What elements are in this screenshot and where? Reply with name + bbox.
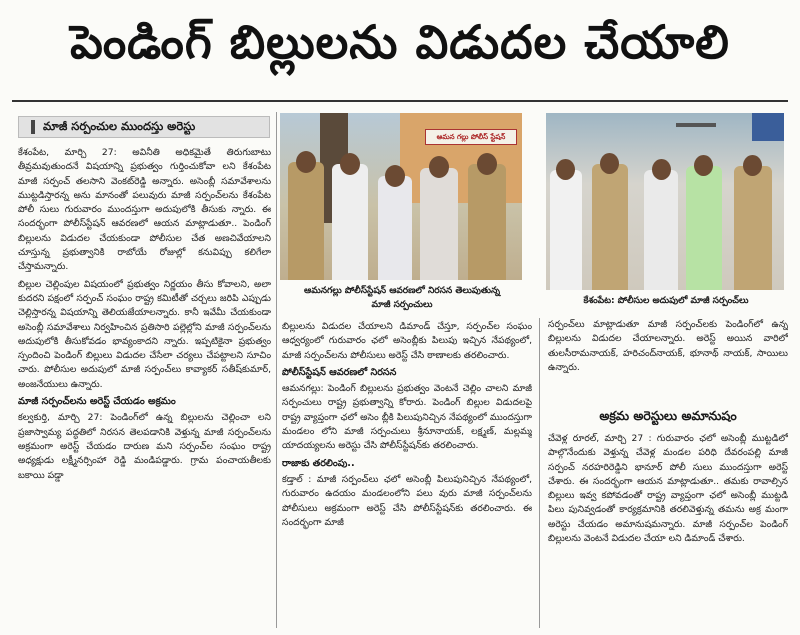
col1-heading-2: మాజీ సర్పంచ్‌లను అరెస్ట్ చేయడం అక్రమం [18, 396, 176, 408]
col1-paragraph-3: కల్వకుర్తి, మార్చి 27: పెండింగ్‌లో ఉన్న బిల్లులను చెల్లించా లని ప్రజాస్వామ్య పద్ధతిలో నిరసన తెలపడానికి వెళ్తున్న మాజీ సర్పంచ్‌లను అక్రమంగా అరెస్ట్ చేయడం దారుణ మని సర్పంచ్‌ల సంఘం రాష్ట్ర అధ్యక్షుడు లక్ష్మీనర్సింహా రెడ్డి మండిపడ్డారు. గ్రామ పంచాయతీలకు బకాయి పడ్డా [18, 412, 271, 481]
col2-heading-2: పోలీస్‌స్టేషన్ ఆవరణలో నిరసన [282, 366, 397, 378]
column-3-bottom [548, 432, 788, 630]
person-3 [378, 176, 412, 280]
person-2 [332, 164, 368, 280]
col3-paragraph-1: సర్పంచ్‌లు మాట్లాడుతూ మాజీ సర్పంచ్‌లకు పెండింగ్‌లో ఉన్న బిల్లులను విడుదల చేయాలన్నారు. అరెస్ట్ అయిన వారిలో తులసీరామనాయక్, హరిచంద్‌నాయక్, భూనాథ్ నాయక్, సాయిలు ఉన్నారు. [548, 319, 788, 373]
photo-keshampet-caption: కేశంపేట: పోలీసుల అదుపులో మాజీ సర్పంచ్‌లు [583, 296, 749, 306]
col1-paragraph-1: కేశంపేట, మార్చి 27: అవినీతి అధికమైతే తిరుగుబాటు తీవ్రమవుతుందనే విషయాన్ని ప్రభుత్వం గుర్తించుకోవా లని కేశంపేట మాజీ సర్పంచ్ తలసాని వెంకట్‌రెడ్డి అన్నారు. అసెంబ్లీ సమావేశాలను ముట్టడిస్తారన్న అను మానంతో పలువురు మాజీ సర్పంచ్‌లను కేశంపేట పోలీ సులు గురువారం ముందస్తుగా అదుపులోకి తీసుకు న్నారు. ఈ సందర్భంగా పోలీస్‌స్టేషన్ ఆవరణలో ఆయన మాట్లాడుతూ.. పెండింగ్ బిల్లులను విడుదల చేయకుండా పోలీసుల చేత అణచివేయాలని చూస్తున్న ప్రభుత్వానికి రాబోయే రోజుల్లో కనువిప్పు కలిగేలా చేస్తామన్నారు. [18, 147, 271, 273]
person-head [556, 159, 575, 180]
col2-paragraph-2: ఆమనగల్లు: పెండింగ్ బిల్లులను ప్రభుత్వం వెంటనే చెల్లిం చాలని మాజీ సర్పంచులు రాష్ట్ర ప్రభుత్వాన్ని కోరారు. పెండింగ్ బిల్లుల విడుదలపై రాష్ట్ర వ్యాప్తంగా ఛలో అసెం బ్లీకి పిలుపునిచ్చిన నేపథ్యంలో ముందస్తుగా మండలం లోని మాజీ సర్పంచులు శ్రీనూనాయక్, లక్ష్మణ్, మల్లమ్మ యాదయ్యలను అరెస్టు చేసి పోలీస్‌స్టేషన్‌కు తరలించారు. [282, 383, 532, 452]
col2-paragraph-1: బిల్లులను విడుదల చేయాలని డిమాండ్ చేస్తూ, సర్పంచ్‌ల సంఘం ఆధ్వర్యంలో గురువారం ఛలో అసెంబ్లీకు పిలుపు ఇచ్చిన నేపథ్యంలో, మాజీ సర్పంచ్‌లను పోలీసులు అరెస్ట్ చేసి ఠాణాలకు తరలించారు. [282, 321, 532, 361]
headline-rule [12, 100, 788, 102]
person-head [743, 155, 762, 176]
person-police-2 [734, 166, 772, 290]
person-head [340, 153, 360, 175]
col2-heading-3: రాజాకు తరలింపు.. [282, 457, 355, 469]
person-1 [550, 170, 582, 290]
person-4 [686, 166, 722, 290]
person-head [652, 159, 671, 180]
col1-paragraph-2: బిల్లుల చెల్లింపుల విషయంలో ప్రభుత్వం నిర్ణయం తీసు కోవాలని, అలా కుదరని పక్షంలో సర్పంచ్ సంఘం రాష్ట్ర కమిటీతో చర్చలు జరిపి ఎప్పుడు చెల్లిస్తారన్న విషయాన్ని తెలియజేయాలన్నారు. కానీ ఇవేమీ చేయకుండా అసెంబ్లీ సమావేశాలు నిర్వహించిన ప్రతిసారి పల్లెల్లోని మాజీ సర్పంచ్‌లను అదుపులోకి తీసుకోవడం భావ్యంకాదని న్నారు. ఇప్పటికైనా ప్రభుత్వం స్పందించి పెండింగ్ బిల్లులు విడుదల చేసేలా చర్యలు చేపట్టాలని సూచిం చారు. పోలీసుల అదుపులో మాజీ సర్పంచ్‌లు కావ్యాకర్ సతీష్‌కుమార్, అంజనేయులు ఉన్నారు. [18, 278, 271, 390]
person-head [694, 155, 713, 176]
column-3-top [548, 318, 788, 404]
photo-aamanagallu [280, 113, 522, 280]
station-sign: ఆమన గల్లు పోలీస్ స్టేషన్ [425, 129, 517, 145]
person-4 [420, 168, 458, 280]
person-3 [644, 170, 678, 290]
person-head [296, 151, 316, 173]
col2-paragraph-3: కడ్తాల్ : మాజీ సర్పంచ్‌లు ఛలో అసెంబ్లీ పిలుపునిచ్చిన నేపథ్యంలో, గురువారం ఉదయం మండలంలోని పలు వురు మాజీ సర్పంచ్‌లను పోలీసులు అక్రమంగా అరెస్ట్ చేసి పోలీస్‌స్టేషన్‌కు తరలించారు. ఈ సందర్భంగా మాజీ [282, 473, 532, 528]
wall-poster [752, 113, 784, 141]
column-1 [18, 146, 271, 631]
headline: పెండింగ్ బిల్లులను విడుదల చేయాలి [70, 15, 730, 69]
person-head [385, 165, 405, 187]
photo-keshampet [546, 113, 784, 290]
col3-section-heading: అక్రమ అరెస్టులు అమానుషం [599, 408, 737, 423]
column-divider-1 [276, 112, 277, 628]
person-police-2 [468, 164, 506, 280]
person-police-1 [288, 162, 324, 280]
sub-heading-box [18, 116, 270, 138]
sub-heading-bar [31, 120, 35, 134]
column-2 [282, 320, 532, 630]
person-head [477, 153, 497, 175]
column-divider-2 [539, 318, 540, 628]
col3-paragraph-2: చేవెళ్ల రూరల్, మార్చి 27 : గురువారం ఛలో అసెంబ్లీ ముట్టడిలో పాల్గొనేందుకు వెళ్తున్న చేవెళ్ల మండల పరిధి దేవరంపల్లి మాజీ సర్పంచ్ నరహరిరెడ్డిని భానూర్ పోలీ సులు ముందస్తుగా అరెస్ట్ చేశారు. ఈ సందర్భంగా ఆయన మాట్లాడుతూ.. తమకు రావాల్సిన బిల్లులు ఇవ్వ కపోవడంతో రాష్ట్ర వ్యాప్తంగా ఛలో అసెంబ్లీ ముట్టడి పిలు పునివ్వడంతో కార్యక్రమానికి తరలివెళ్తున్న తమను అక్ర మంగా అరెస్టు చేయడం అమానుషమన్నారు. మాజీ సర్పంచ్‌ల పెండింగ్ బిల్లులను వెంటనే విడుదల చేయా లని డిమాండ్ చేశారు. [548, 433, 788, 545]
ceiling-fan [676, 123, 716, 127]
person-head [429, 156, 449, 178]
person-head [600, 153, 619, 174]
sub-heading-text: మాజీ సర్పంచుల ముందస్తు అరెస్టు [43, 118, 196, 133]
photo-aamanagallu-caption: ఆమనగల్లు పోలీస్‌స్టేషన్ ఆవరణలో నిరసన తెలుపుతున్న మాజీ సర్పంచులు [304, 286, 500, 310]
person-police-1 [592, 164, 628, 290]
